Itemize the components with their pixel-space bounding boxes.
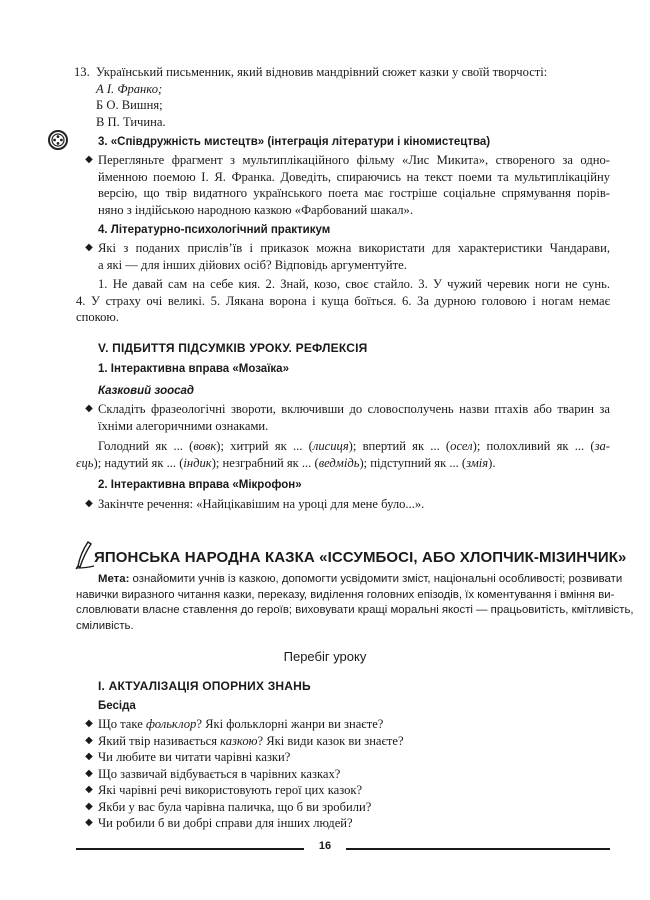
exercise-2-task: Закінчте речення: «Найцікавішим на уроці для мене було...». — [98, 497, 425, 511]
question-number: 13. — [74, 65, 90, 79]
section-4-heading: 4. Літературно-психологічний практикум — [98, 224, 331, 236]
list-item: ◆ Який твір називається казкою? Які види казок ви знаєте? — [85, 733, 404, 748]
questions-list — [84, 716, 604, 832]
list-item: ◆ Які чарівні речі використовують герої цих казок? — [85, 783, 363, 797]
list-item: ◆ Що таке фольклор? Які фольклорні жанри ви знаєте? — [85, 717, 384, 731]
talk-heading: Бесіда — [98, 700, 136, 712]
bullet-diamond-icon: ◆ — [85, 498, 93, 509]
list-item: ◆ Чи любите ви читати чарівні казки? — [85, 750, 291, 764]
zoo-phrases: Голодний як ... (вовк); хитрий як ... (лисиця); впертий як ... (осел); полохливий як ... (за- єць); надутий як ... (індик); незграбний як ... (ведмідь); підступний як ... (змія). — [76, 439, 610, 470]
section-4-task: Які з поданих прислів’їв і приказок можна використати для характеристики Чандарави, а які — для інших дійових осіб? Відповідь аргументуйте. — [98, 241, 610, 272]
section-3-task: Перегляньте фрагмент з мультиплікаційного фільму «Лис Микита», створеного за одно- йменною поемою І. Я. Франка. Доведіть, спираючись на текст поеми та мультиплікаційну версію, що твір видатного українського поета має гостріше соціальне спрямування порів- няно з індійською народною казкою «Фарбований шакал». — [98, 153, 610, 217]
lesson-course-heading: Перебіг уроку — [283, 649, 367, 664]
page-number: 16 — [318, 840, 332, 852]
section-3-heading: 3. «Співдружність мистецтв» (інтеграція літератури і кіномистецтва) — [98, 136, 491, 148]
option-b: Б О. Вишня; — [96, 98, 163, 112]
list-item: ◆ Що зазвичай відбувається в чарівних казках? — [85, 766, 341, 781]
option-c: В П. Тичина. — [96, 114, 166, 129]
list-item: ◆ Якби у вас була чарівна паличка, що б ви зробили? — [85, 799, 372, 814]
bullet-diamond-icon: ◆ — [85, 403, 93, 414]
section-v-heading: V. ПІДБИТТЯ ПІДСУМКІВ УРОКУ. РЕФЛЕКСІЯ — [98, 341, 368, 355]
footer-rule-left — [76, 848, 304, 850]
bullet-diamond-icon: ◆ — [85, 154, 93, 165]
footer-rule-right — [346, 848, 610, 850]
exercise-1-task: Складіть фразеологічні звороти, включивши до словосполучень назви птахів або тварин за їхніми алегоричними ознаками. — [98, 402, 610, 433]
question-13 — [74, 64, 614, 130]
lesson-goal: Мета: ознайомити учнів із казкою, допомогти усвідомити зміст, національні особливості; розвивати навички виразного читання казки, переказу, виділення головних епізодів, їх коментування і вміння ви- словлювати власне ставлення до героїв; виховувати кращі моральні якості — працьовитість, кмітливість, сміливість. — [76, 573, 634, 632]
bullet-diamond-icon: ◆ — [85, 242, 93, 253]
exercise-2-heading: 2. Інтерактивна вправа «Мікрофон» — [98, 479, 302, 491]
film-reel-icon — [48, 130, 68, 150]
list-item: ◆ Чи робили б ви добрі справи для інших людей? — [85, 816, 353, 830]
exercise-1-heading: 1. Інтерактивна вправа «Мозаїка» — [98, 363, 289, 375]
proverbs-list: 1. Не давай сам на себе кия. 2. Знай, козо, своє стайло. 3. У чужий черевик ноги не сунь. 4. У страху очі великі. 5. Лякана ворона і куща боїться. 6. За дурною головою і ногам немає спокою. — [76, 277, 610, 324]
pen-nib-icon — [74, 540, 96, 570]
option-a: А І. Франко; — [96, 81, 163, 96]
question-text: Український письменник, який відновив мандрівний сюжет казки у своїй творчості: — [96, 65, 548, 79]
lesson-title: ЯПОНСЬКА НАРОДНА КАЗКА «ІССУМБОСІ, АБО ХЛОПЧИК-МІЗИНЧИК» — [94, 549, 627, 566]
section-1-heading: I. АКТУАЛІЗАЦІЯ ОПОРНИХ ЗНАНЬ — [98, 679, 311, 693]
exercise-1-subheading: Казковий зоосад — [98, 385, 195, 397]
